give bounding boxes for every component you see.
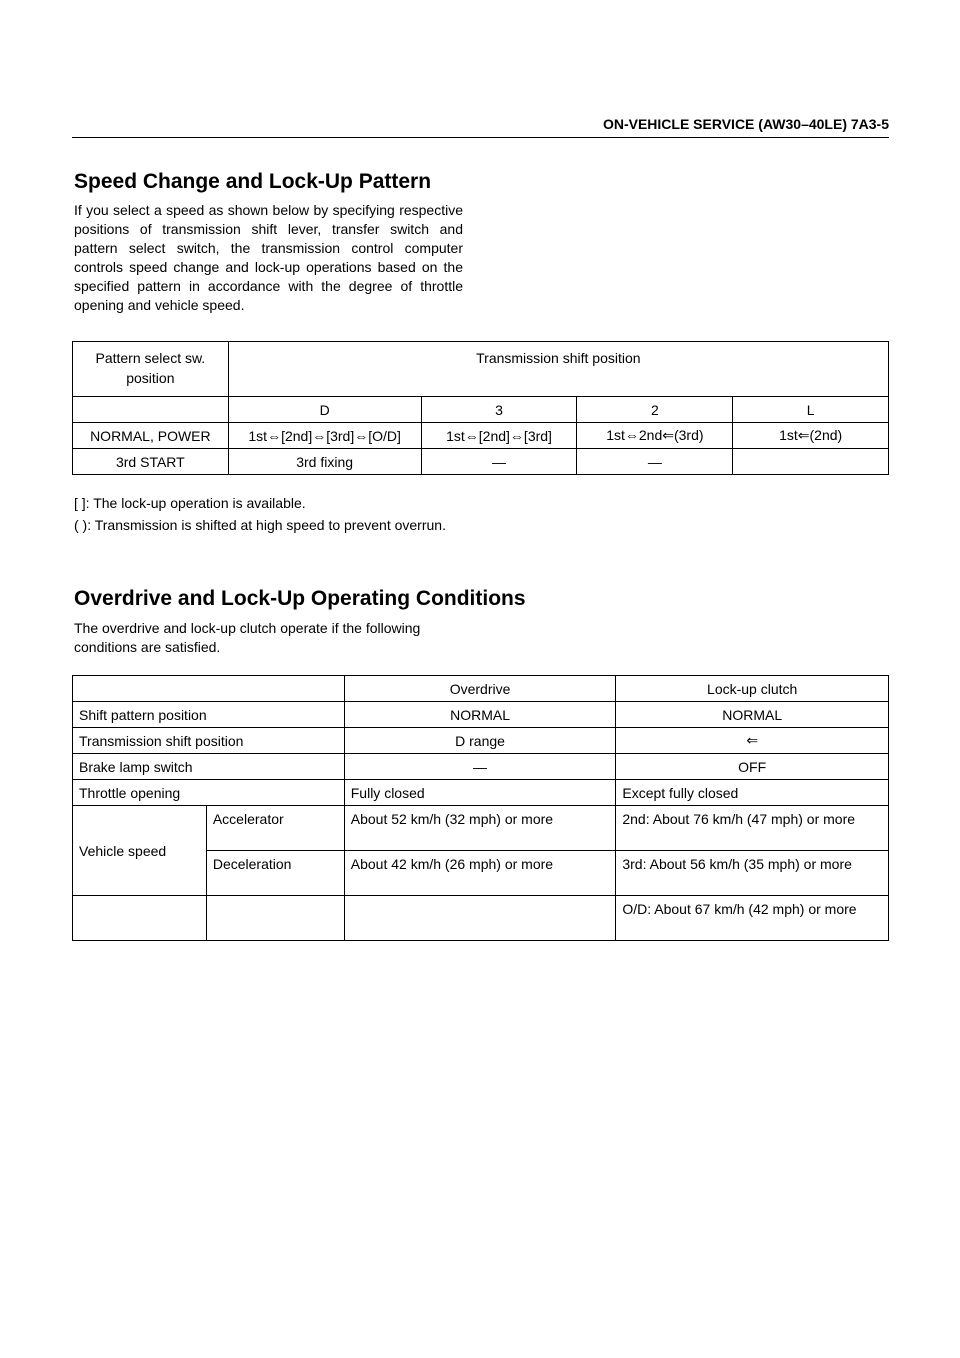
table-cell: 3rd fixing [228, 449, 421, 475]
row-label: Shift pattern position [73, 702, 345, 728]
table-cell: — [421, 449, 577, 475]
table-subheader-row [73, 397, 889, 423]
col-header-overdrive: Overdrive [344, 676, 616, 702]
table-cell: D range [344, 728, 616, 754]
table-cell: NORMAL, POWER [73, 423, 229, 449]
section-title-speed-change: Speed Change and Lock-Up Pattern [74, 170, 432, 193]
table-cell: About 42 km/h (26 mph) or more [344, 851, 616, 896]
section-intro-overdrive [74, 619, 474, 657]
table-cell: NORMAL [344, 702, 616, 728]
col-header-pattern [73, 342, 229, 397]
table-cell: About 52 km/h (32 mph) or more [344, 806, 616, 851]
subheader-l: L [733, 397, 889, 423]
row-sublabel-deceleration: Deceleration [206, 851, 344, 896]
table-row [73, 754, 889, 780]
intro-line: conditions are satisfied. [74, 639, 221, 655]
row-label: Transmission shift position [73, 728, 345, 754]
table-cell-empty [73, 397, 229, 423]
col-header-lockup-clutch: Lock-up clutch [616, 676, 889, 702]
table-header-row [73, 676, 889, 702]
row-label: Throttle opening [73, 780, 345, 806]
row-label: Brake lamp switch [73, 754, 345, 780]
row-sublabel-accelerator: Accelerator [206, 806, 344, 851]
table-cell: 1st⇐(2nd) [733, 423, 889, 449]
speed-change-table [72, 341, 889, 475]
table-cell: Fully closed [344, 780, 616, 806]
table-cell: NORMAL [616, 702, 889, 728]
note-lockup-brackets: [ ]: The lock-up operation is available. [74, 495, 306, 511]
subheader-d: D [228, 397, 421, 423]
table-row [73, 780, 889, 806]
table-cell-empty [73, 676, 345, 702]
page-header: ON-VEHICLE SERVICE (AW30–40LE) 7A3-5 [72, 116, 889, 138]
table-notes [74, 494, 446, 538]
table-cell: O/D: About 67 km/h (42 mph) or more [616, 896, 889, 941]
row-label-vehicle-speed: Vehicle speed [73, 806, 207, 896]
table-header-row [73, 342, 889, 397]
table-row [73, 423, 889, 449]
overdrive-conditions-table [72, 675, 889, 941]
subheader-3: 3 [421, 397, 577, 423]
table-cell-empty [206, 896, 344, 941]
col-header-pattern-line2: position [126, 370, 175, 386]
table-cell-empty [344, 896, 616, 941]
table-cell: ⇐ [616, 728, 889, 754]
col-header-pattern-line1: Pattern select sw. [95, 350, 206, 366]
table-row [73, 728, 889, 754]
table-cell: 1st⇔[2nd]⇔[3rd] [421, 423, 577, 449]
intro-line: The overdrive and lock-up clutch operate if the following [74, 620, 421, 636]
table-cell: 3rd: About 56 km/h (35 mph) or more [616, 851, 889, 896]
table-row [73, 896, 889, 941]
table-cell: 1st⇔[2nd]⇔[3rd]⇔[O/D] [228, 423, 421, 449]
section-intro-speed-change: If you select a speed as shown below by specifying respective positions of transmission shift lever, transfer switch and pattern select switch, the transmission control computer controls speed change and lock-up operations based on the specified pattern in accordance with the degree of throttle opening and vehicle speed. [74, 202, 463, 313]
table-cell: 3rd START [73, 449, 229, 475]
table-cell: 2nd: About 76 km/h (47 mph) or more [616, 806, 889, 851]
subheader-2: 2 [577, 397, 733, 423]
table-cell-empty [73, 896, 207, 941]
section-title-overdrive: Overdrive and Lock-Up Operating Conditions [74, 587, 526, 610]
table-row [73, 806, 889, 851]
table-cell: — [577, 449, 733, 475]
table-row [73, 702, 889, 728]
group-header-shift-position: Transmission shift position [228, 342, 888, 397]
table-cell [733, 449, 889, 475]
note-overrun-parens: ( ): Transmission is shifted at high speed to prevent overrun. [74, 517, 446, 533]
table-row [73, 449, 889, 475]
table-cell: 1st⇔2nd⇐(3rd) [577, 423, 733, 449]
table-cell: — [344, 754, 616, 780]
table-cell: Except fully closed [616, 780, 889, 806]
table-cell: OFF [616, 754, 889, 780]
